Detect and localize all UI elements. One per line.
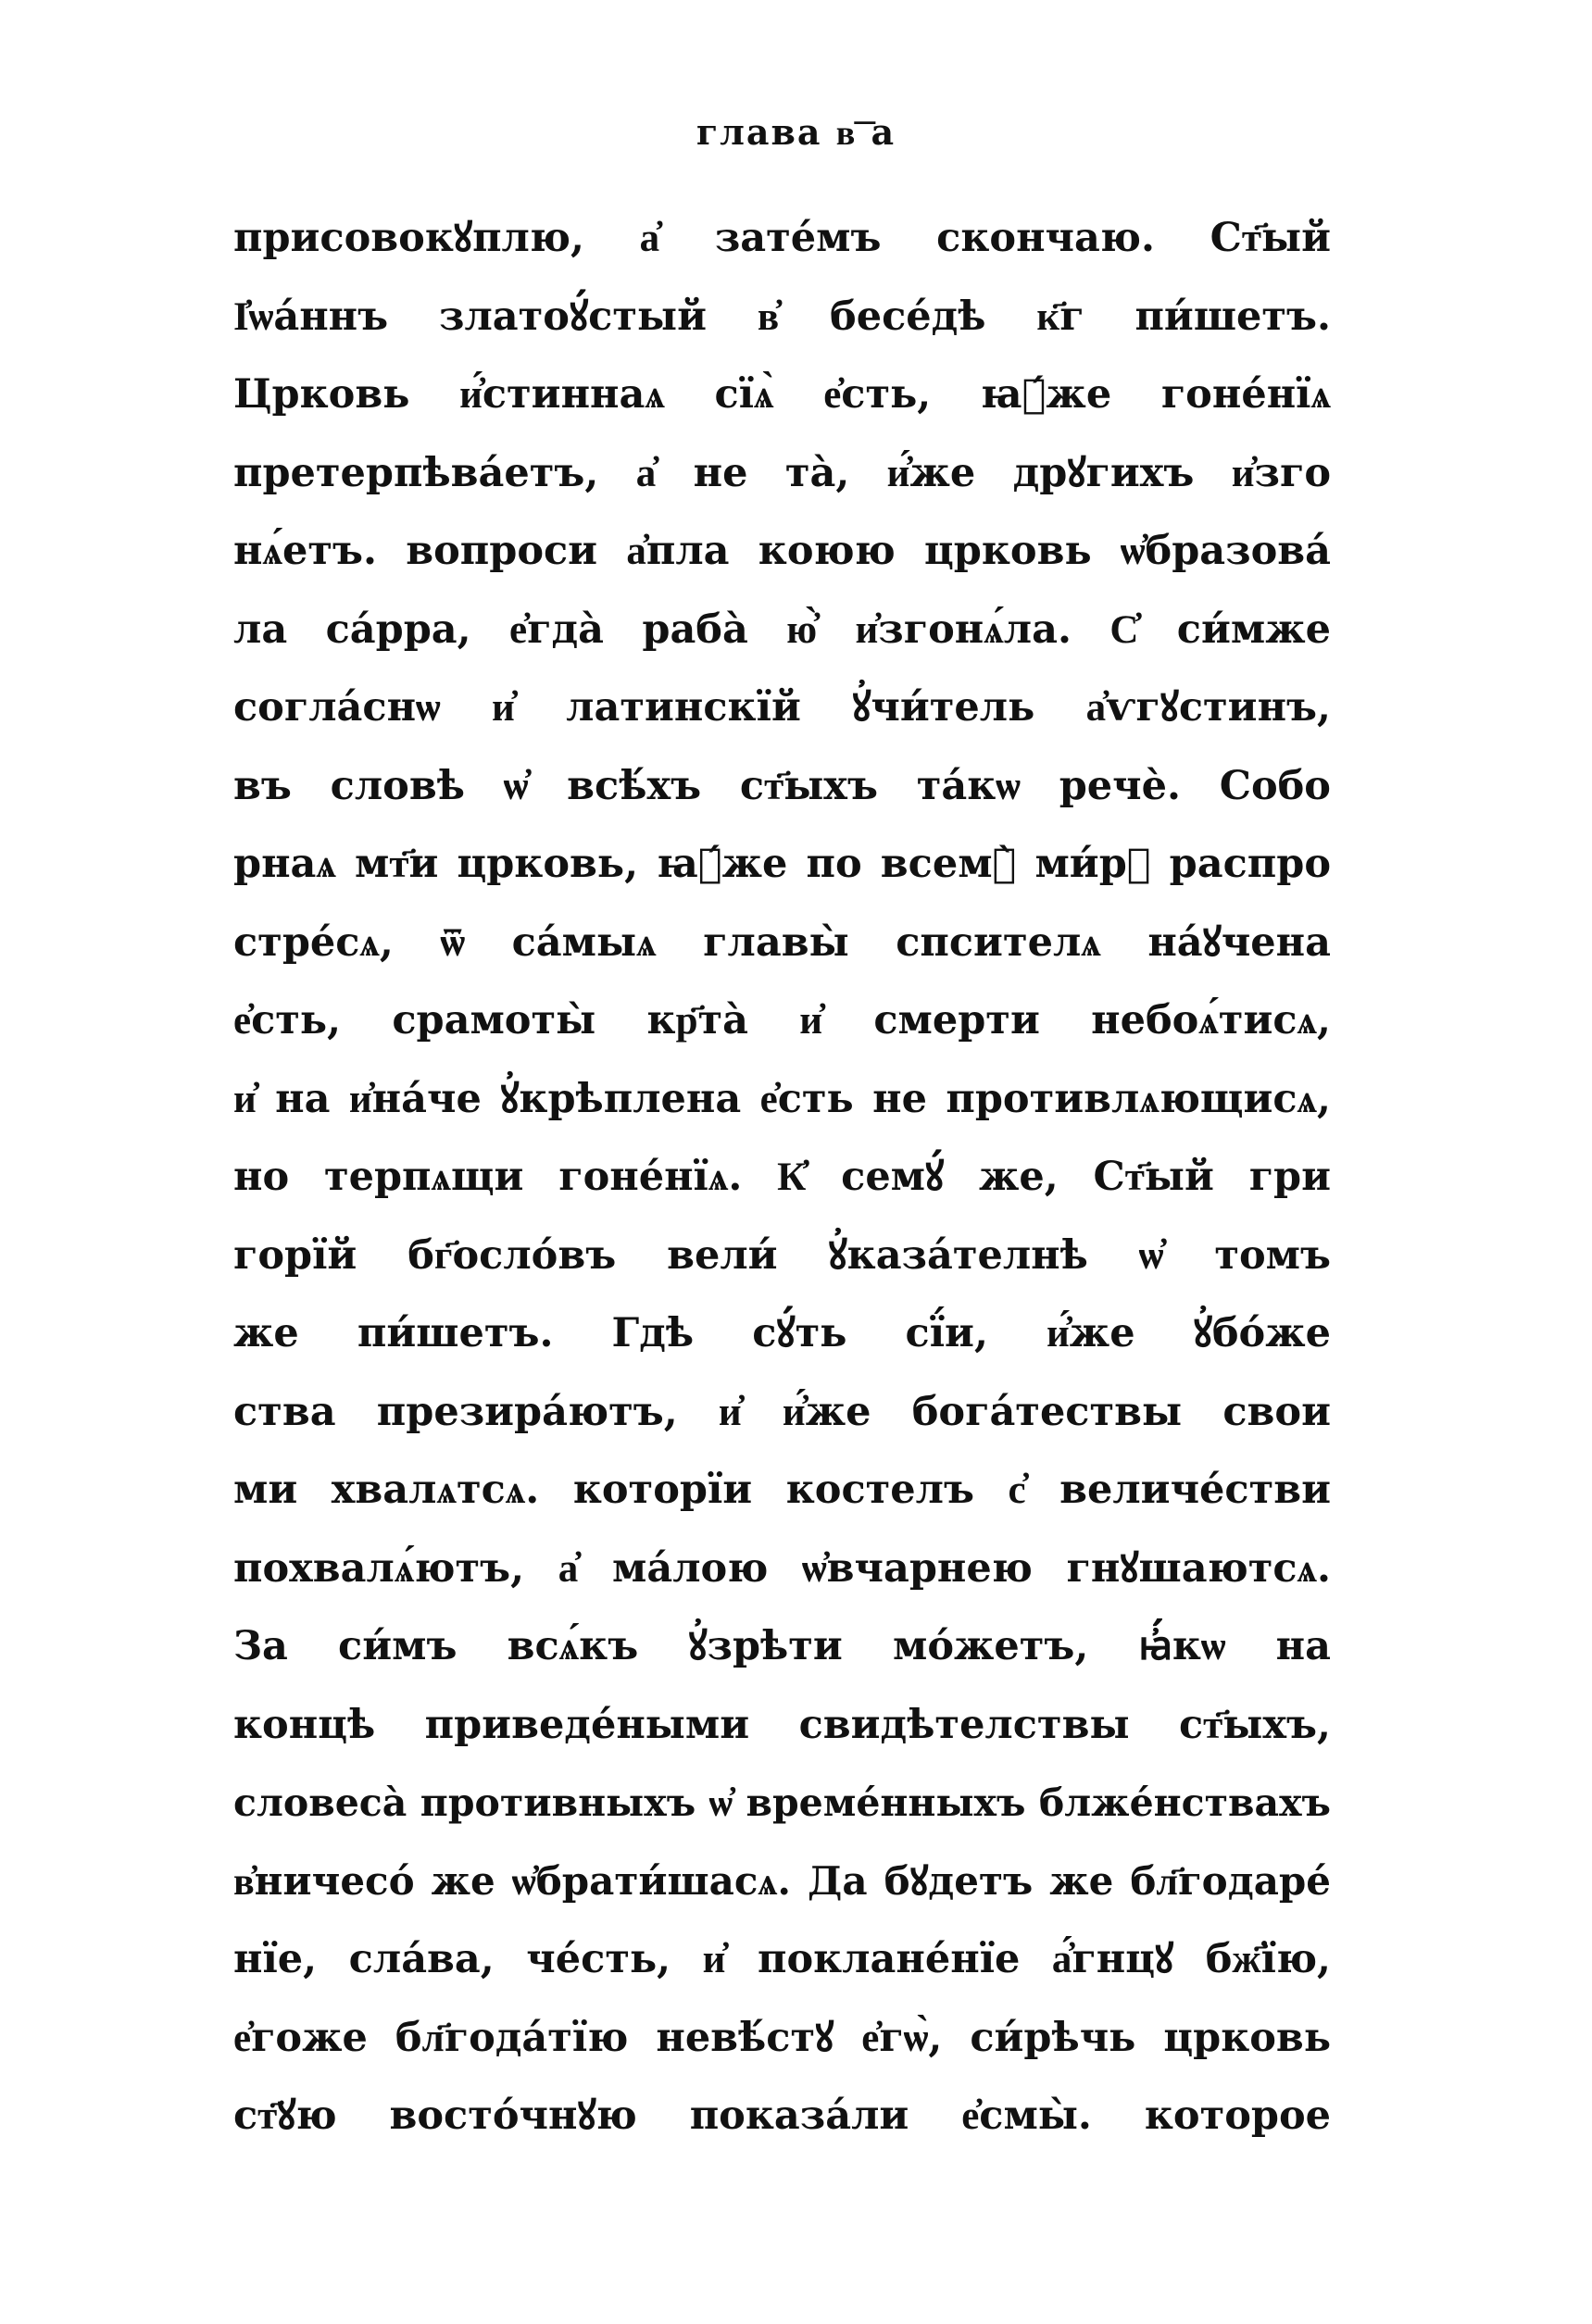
text-line: е҆сть, срамоты̀ кр҃та̀ и҆ смерти небоѧ́тисѧ, (233, 997, 1331, 1043)
text-line: нѧ́етъ. вопроси а҆пла коюю црковь ѡ҆бразова́ (233, 528, 1331, 574)
text-line: претерпѣва́етъ, а҆ не та̀, и҆́же дрꙋгихъ и҆зго (233, 449, 1331, 496)
text-line: но терпѧщи гоне́нїѧ. К҆ семꙋ́ же, Ст҃ый гри (233, 1154, 1331, 1200)
text-line: стре́сѧ, ѿ са́мыѧ главы̀ спсителѧ на́ꙋчена (233, 918, 1331, 966)
text-line: концѣ приведе́ными свидѣтелствы ст҃ыхъ, (233, 1701, 1331, 1748)
text-line: присовокꙋплю, а҆ зате́мъ скончаю. Ст҃ый (233, 215, 1331, 261)
body-text (233, 199, 1331, 2155)
text-line: І҆ѡа́ннъ златоꙋ́стый в҆ бесе́дѣ к҃г пи́шетъ. (233, 293, 1331, 340)
text-line: горїй бг҃осло́въ вели́ ꙋ҆каза́телнѣ ѡ҆ томъ (233, 1231, 1331, 1279)
text-line: ми хвалѧтсѧ. которїи костелъ с҆ величе́стви (233, 1467, 1331, 1513)
text-line: нїе, сла́ва, че́сть, и҆ поклане́нїе а҆́гнцꙋ бж҃їю, (233, 1936, 1331, 1982)
text-line: ст҃ꙋю восто́чнꙋю показа́ли е҆смы̀. которое (233, 2093, 1331, 2139)
text-line: и҆ на и҆на́че ꙋ҆крѣплена е҆сть не противлѧющисѧ, (233, 1075, 1331, 1122)
text-line: похвалѧ́ютъ, а҆ ма́лою ѡ҆вчарнею гнꙋшаютсѧ. (233, 1544, 1331, 1592)
text-line: в҆ничесо́ же ѡ҆брати́шасѧ. Да бꙋдетъ же бл҃годаре́ (233, 1857, 1331, 1904)
text-line: рнаѧ мт҃и црковь, ꙗ҆́же по всемꙋ̀ ми́рꙋ распро (233, 841, 1331, 887)
text-line: согла́снѡ и҆ латинскїй ꙋ҆чи́тель а҆ѵгꙋстинъ, (233, 684, 1331, 731)
text-line: въ словѣ ѡ҆ всѣ́хъ ст҃ыхъ та́кѡ речѐ. Собо (233, 762, 1331, 809)
text-line: ства презира́ютъ, и҆ и҆́же бога́тествы свои (233, 1388, 1331, 1435)
text-line: ла са́рра, е҆гда̀ раба̀ ю҆̀ и҆згонѧ́ла. С҆ си́мже (233, 606, 1331, 653)
text-line: За си́мъ всѧ́къ ꙋ҆зрѣти мо́жетъ, ꙗ҆́кѡ на (233, 1623, 1331, 1669)
text-line: е҆гоже бл҃года́тїю невѣ́стꙋ е҆гѡ̀, си́рѣчь црковь (233, 2014, 1331, 2061)
text-line: Црковь и҆́стиннаѧ сїѧ̀ е҆сть, ꙗ҆́же гоне́нїѧ (233, 371, 1331, 418)
running-header: глава в͞ а (696, 111, 896, 153)
text-line: словеса̀ противныхъ ѡ҆ време́нныхъ блже́нствахъ (233, 1780, 1331, 1825)
text-line: же пи́шетъ. Гдѣ сꙋ́ть сї́и, и҆́же ꙋ҆бо́же (233, 1310, 1331, 1356)
